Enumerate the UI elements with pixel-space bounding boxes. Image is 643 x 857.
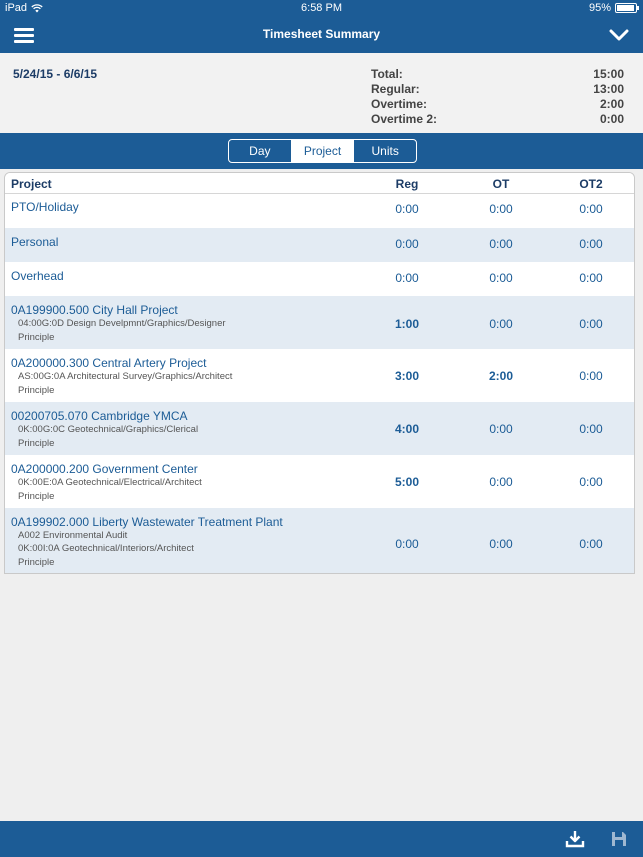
ot2-value: 0:00 <box>579 422 603 436</box>
project-task: 0K:00I:0A Geotechnical/Interiors/Architect <box>18 543 194 554</box>
ot-value: 0:00 <box>489 422 513 436</box>
date-range: 5/24/15 - 6/6/15 <box>13 67 98 81</box>
segmented-control <box>228 139 417 163</box>
project-name: PTO/Holiday <box>11 200 79 214</box>
overtime-value: 2:00 <box>599 97 624 111</box>
overtime2-row <box>371 112 624 127</box>
ot2-value: 0:00 <box>579 369 603 383</box>
ot-value: 0:00 <box>489 317 513 331</box>
table-row[interactable] <box>5 194 634 228</box>
project-role: Principle <box>18 557 55 568</box>
overtime2-label: Overtime 2: <box>371 112 438 126</box>
tab-project[interactable]: Project <box>291 140 354 162</box>
table-row[interactable] <box>5 296 634 349</box>
project-name: 0A200000.300 Central Artery Project <box>11 356 207 370</box>
status-bar <box>0 0 643 17</box>
total-label: Total: <box>371 67 403 81</box>
ot-value: 2:00 <box>488 369 514 383</box>
nav-bar <box>0 17 643 53</box>
totals-list <box>371 67 624 127</box>
header-project: Project <box>11 177 52 191</box>
project-name: Personal <box>11 235 59 249</box>
project-phase: A002 Environmental Audit <box>18 530 128 541</box>
regular-label: Regular: <box>371 82 420 96</box>
ot-value: 0:00 <box>489 271 513 285</box>
clock: 6:58 PM <box>301 2 342 14</box>
overtime-row <box>371 97 624 112</box>
regular-value: 13:00 <box>593 82 624 96</box>
view-switcher-bar <box>0 133 643 169</box>
tab-day[interactable]: Day <box>249 144 271 158</box>
header-ot2: OT2 <box>579 177 603 191</box>
table-row[interactable] <box>5 455 634 508</box>
download-icon[interactable] <box>565 829 585 849</box>
project-name: 0A199900.500 City Hall Project <box>11 303 178 317</box>
reg-value: 0:00 <box>395 537 419 551</box>
ot2-value: 0:00 <box>579 317 603 331</box>
total-value: 15:00 <box>593 67 624 81</box>
save-icon[interactable] <box>609 829 629 849</box>
ot-value: 0:00 <box>489 202 513 216</box>
project-name: 0A200000.200 Government Center <box>11 462 198 476</box>
regular-row <box>371 82 624 97</box>
table-row[interactable] <box>5 349 634 402</box>
project-task: 0K:00E:0A Geotechnical/Electrical/Architect <box>18 477 202 488</box>
overtime2-value: 0:00 <box>599 112 624 126</box>
ot-value: 0:00 <box>489 237 513 251</box>
ot2-value: 0:00 <box>579 537 603 551</box>
ot2-value: 0:00 <box>579 202 603 216</box>
project-name: 00200705.070 Cambridge YMCA <box>11 409 188 423</box>
ot-value: 0:00 <box>489 537 513 551</box>
summary-panel <box>0 53 643 133</box>
ot2-value: 0:00 <box>579 475 603 489</box>
battery-percent: 95% <box>588 2 611 14</box>
project-name: Overhead <box>11 269 64 283</box>
device-name: iPad <box>5 2 28 14</box>
reg-value: 5:00 <box>394 475 420 489</box>
reg-value: 0:00 <box>395 202 419 216</box>
table-row[interactable] <box>5 228 634 262</box>
ot2-value: 0:00 <box>579 237 603 251</box>
battery-icon <box>615 3 637 13</box>
project-table <box>4 172 635 574</box>
reg-value: 1:00 <box>394 317 420 331</box>
project-task: AS:00G:0A Architectural Survey/Graphics/Architect <box>18 371 233 382</box>
project-role: Principle <box>18 332 55 343</box>
reg-value: 0:00 <box>395 237 419 251</box>
ot-value: 0:00 <box>489 475 513 489</box>
project-task: 04:00G:0D Design Develpmnt/Graphics/Designer <box>18 318 226 329</box>
table-row[interactable] <box>5 402 634 455</box>
ot2-value: 0:00 <box>579 271 603 285</box>
page-title: Timesheet Summary <box>262 27 381 41</box>
table-row[interactable] <box>5 262 634 296</box>
chevron-down-icon[interactable] <box>609 26 629 44</box>
reg-value: 0:00 <box>395 271 419 285</box>
bottom-toolbar <box>0 821 643 857</box>
tab-units[interactable]: Units <box>353 140 416 162</box>
status-right <box>589 2 637 14</box>
table-row[interactable] <box>5 508 634 574</box>
header-ot: OT <box>492 177 510 191</box>
overtime-label: Overtime: <box>371 97 428 111</box>
header-reg: Reg <box>395 177 419 191</box>
reg-value: 4:00 <box>394 422 420 436</box>
project-role: Principle <box>18 385 55 396</box>
project-role: Principle <box>18 438 55 449</box>
project-role: Principle <box>18 491 55 502</box>
project-name: 0A199902.000 Liberty Wastewater Treatment Plant <box>11 515 283 529</box>
total-row <box>371 67 624 82</box>
reg-value: 3:00 <box>394 369 420 383</box>
project-task: 0K:00G:0C Geotechnical/Graphics/Clerical <box>18 424 199 435</box>
table-header <box>5 173 634 194</box>
